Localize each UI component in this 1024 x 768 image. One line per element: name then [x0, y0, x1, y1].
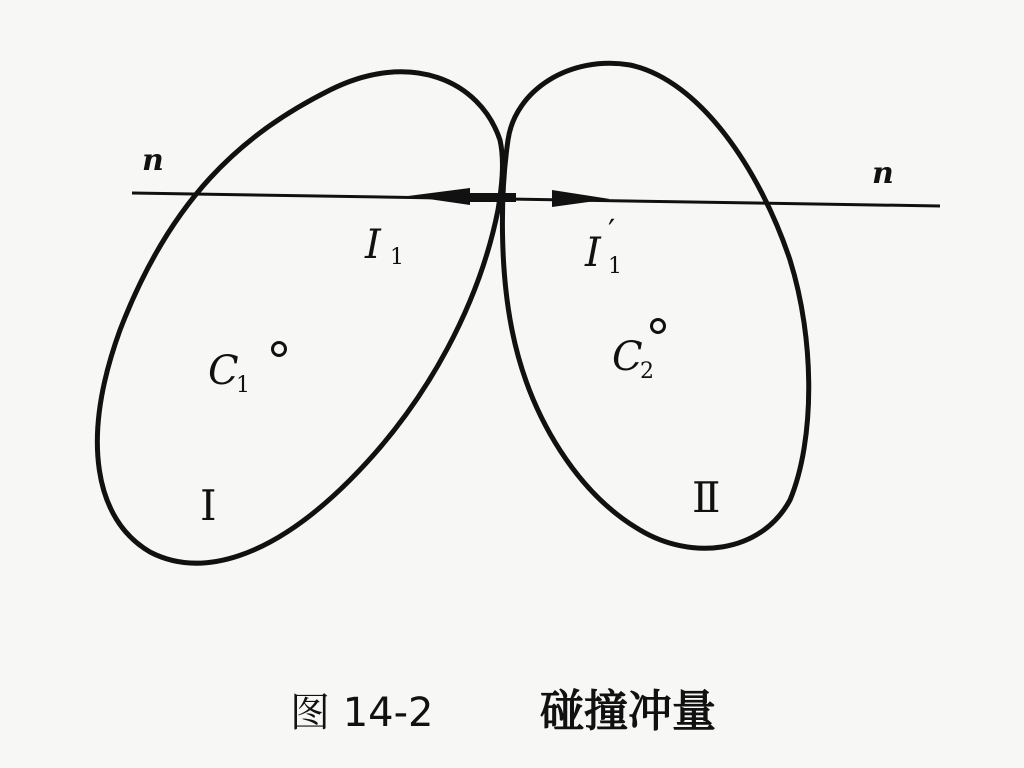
centroid-2-subscript: 2: [640, 359, 654, 384]
impulse-1-prime-mark: ′: [608, 212, 616, 250]
centroid-2-label: C: [612, 334, 643, 380]
contact-point-mark: [468, 193, 516, 202]
impulse-1-label: I: [365, 222, 381, 268]
normal-line: [132, 193, 940, 206]
body-2-outline: [502, 63, 808, 548]
centroid-2-marker: [652, 320, 665, 333]
impulse-1-arrowhead: [408, 188, 470, 205]
impulse-1-prime-arrowhead: [552, 190, 610, 207]
body-2-numeral: Ⅱ: [692, 473, 721, 522]
body-1-numeral: I: [200, 481, 217, 530]
impulse-1-prime-subscript: 1: [608, 254, 622, 279]
impulse-1-prime-label: I: [585, 230, 601, 276]
centroid-1-marker: [273, 343, 286, 356]
impulse-1-subscript: 1: [390, 245, 404, 270]
normal-label-right: n: [872, 156, 894, 191]
figure-caption-number: 图 14-2: [290, 690, 434, 736]
centroid-1-label: C: [208, 348, 239, 394]
normal-label-left: n: [142, 143, 164, 178]
centroid-1-subscript: 1: [236, 373, 250, 398]
figure-caption-title: 碰撞冲量: [540, 686, 716, 737]
